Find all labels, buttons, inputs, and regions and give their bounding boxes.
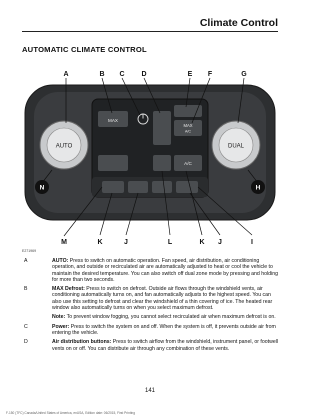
callout-j-left: J: [124, 239, 128, 246]
note-text: To prevent window fogging, you cannot select recirculated air when maximum defrost is on.: [65, 314, 276, 321]
callout-e: E: [187, 71, 193, 78]
entry-description: Press to switch the system on and off. When the system is off, it prevents outside air from entering the vehicle.: [52, 323, 276, 336]
callout-b: B: [99, 71, 105, 78]
entry-letter: A: [24, 258, 28, 264]
right-cooled-seat-button: [152, 181, 172, 193]
callout-n: N: [39, 184, 45, 192]
entry-letter: C: [24, 323, 28, 330]
callout-h: H: [255, 184, 261, 192]
callout-j-right: J: [218, 239, 222, 246]
description-list: [22, 258, 278, 355]
climate-control-panel-illustration: [22, 65, 278, 247]
dual-button-label: DUAL: [227, 143, 245, 150]
note: [52, 314, 278, 320]
entry-term: Air distribution buttons:: [52, 339, 112, 346]
figure-id: E271969: [22, 249, 37, 253]
entry-description: Press to switch on defrost. Outside air flows through the windshield vents, air conditioning automatically turns on, and fan automatically adjusts to the highest speed. You can also use this setting to defrost and clear the windshield of a thin covering of ice. The heated rear window also automatically turns on when you select maximum defrost.: [52, 286, 273, 312]
entry-term: AUTO:: [52, 258, 69, 264]
right-heated-seat-button: [176, 181, 198, 193]
entry-description: Press to switch airflow from the windshield, instrument panel, or footwell vents on or off. You can distribute air through any combination of these vents.: [52, 339, 279, 352]
entry-term: MAX Defrost:: [52, 286, 85, 293]
entry-text: [52, 324, 278, 337]
footer-text: F-150 (TFC) Canada/United States of America, enUSA, Edition date: 06/2015, First Printing: [6, 411, 135, 415]
air-distribution-buttons: [153, 111, 171, 145]
entry-term: Power:: [52, 323, 70, 330]
ac-button-label: A/C: [184, 161, 192, 166]
auto-button-label: AUTO: [55, 143, 73, 150]
entry-text: [52, 286, 278, 320]
entry-text: [52, 258, 278, 283]
callout-g: G: [241, 71, 247, 78]
entry-letter: D: [24, 339, 28, 346]
left-heated-seat-button: [102, 181, 124, 193]
callout-k-right: K: [199, 239, 205, 246]
callout-f: F: [207, 71, 213, 78]
callout-a: A: [63, 71, 69, 78]
max-ac-sublabel: A/C: [185, 129, 191, 134]
list-item: [22, 324, 278, 337]
header-divider: [22, 31, 278, 32]
callout-k-left: K: [97, 239, 103, 246]
list-item: [22, 339, 278, 352]
entry-letter: B: [24, 286, 28, 293]
max-defrost-label: MAX: [108, 118, 118, 123]
page-number: 141: [144, 388, 155, 394]
callout-d: D: [141, 71, 147, 78]
callout-l: L: [167, 239, 173, 246]
callout-m: M: [61, 239, 67, 246]
page-header-title: Climate Control: [199, 17, 278, 29]
list-item: [22, 286, 278, 320]
fan-speed-button: [174, 105, 202, 117]
rear-defrost-button: [98, 155, 128, 171]
recirculation-button: [153, 155, 171, 171]
section-title: AUTOMATIC CLIMATE CONTROL: [22, 45, 147, 54]
left-steering-heat-button: [128, 181, 148, 193]
list-item: [22, 258, 278, 283]
callout-i: I: [251, 239, 253, 246]
note-label: Note:: [52, 314, 66, 321]
callout-c: C: [119, 71, 125, 78]
entry-description: Press to switch on automatic operation. Fan speed, air distribution, air conditioning operation, and outside or recirculated air are automatically adjusted to heat or cool the vehicle to maintain the desired temperature. You can also switch off dual zone mode by pressing and holding for more than two seconds.: [52, 258, 278, 283]
entry-text: [52, 339, 278, 352]
max-ac-label: MAX: [183, 123, 193, 128]
